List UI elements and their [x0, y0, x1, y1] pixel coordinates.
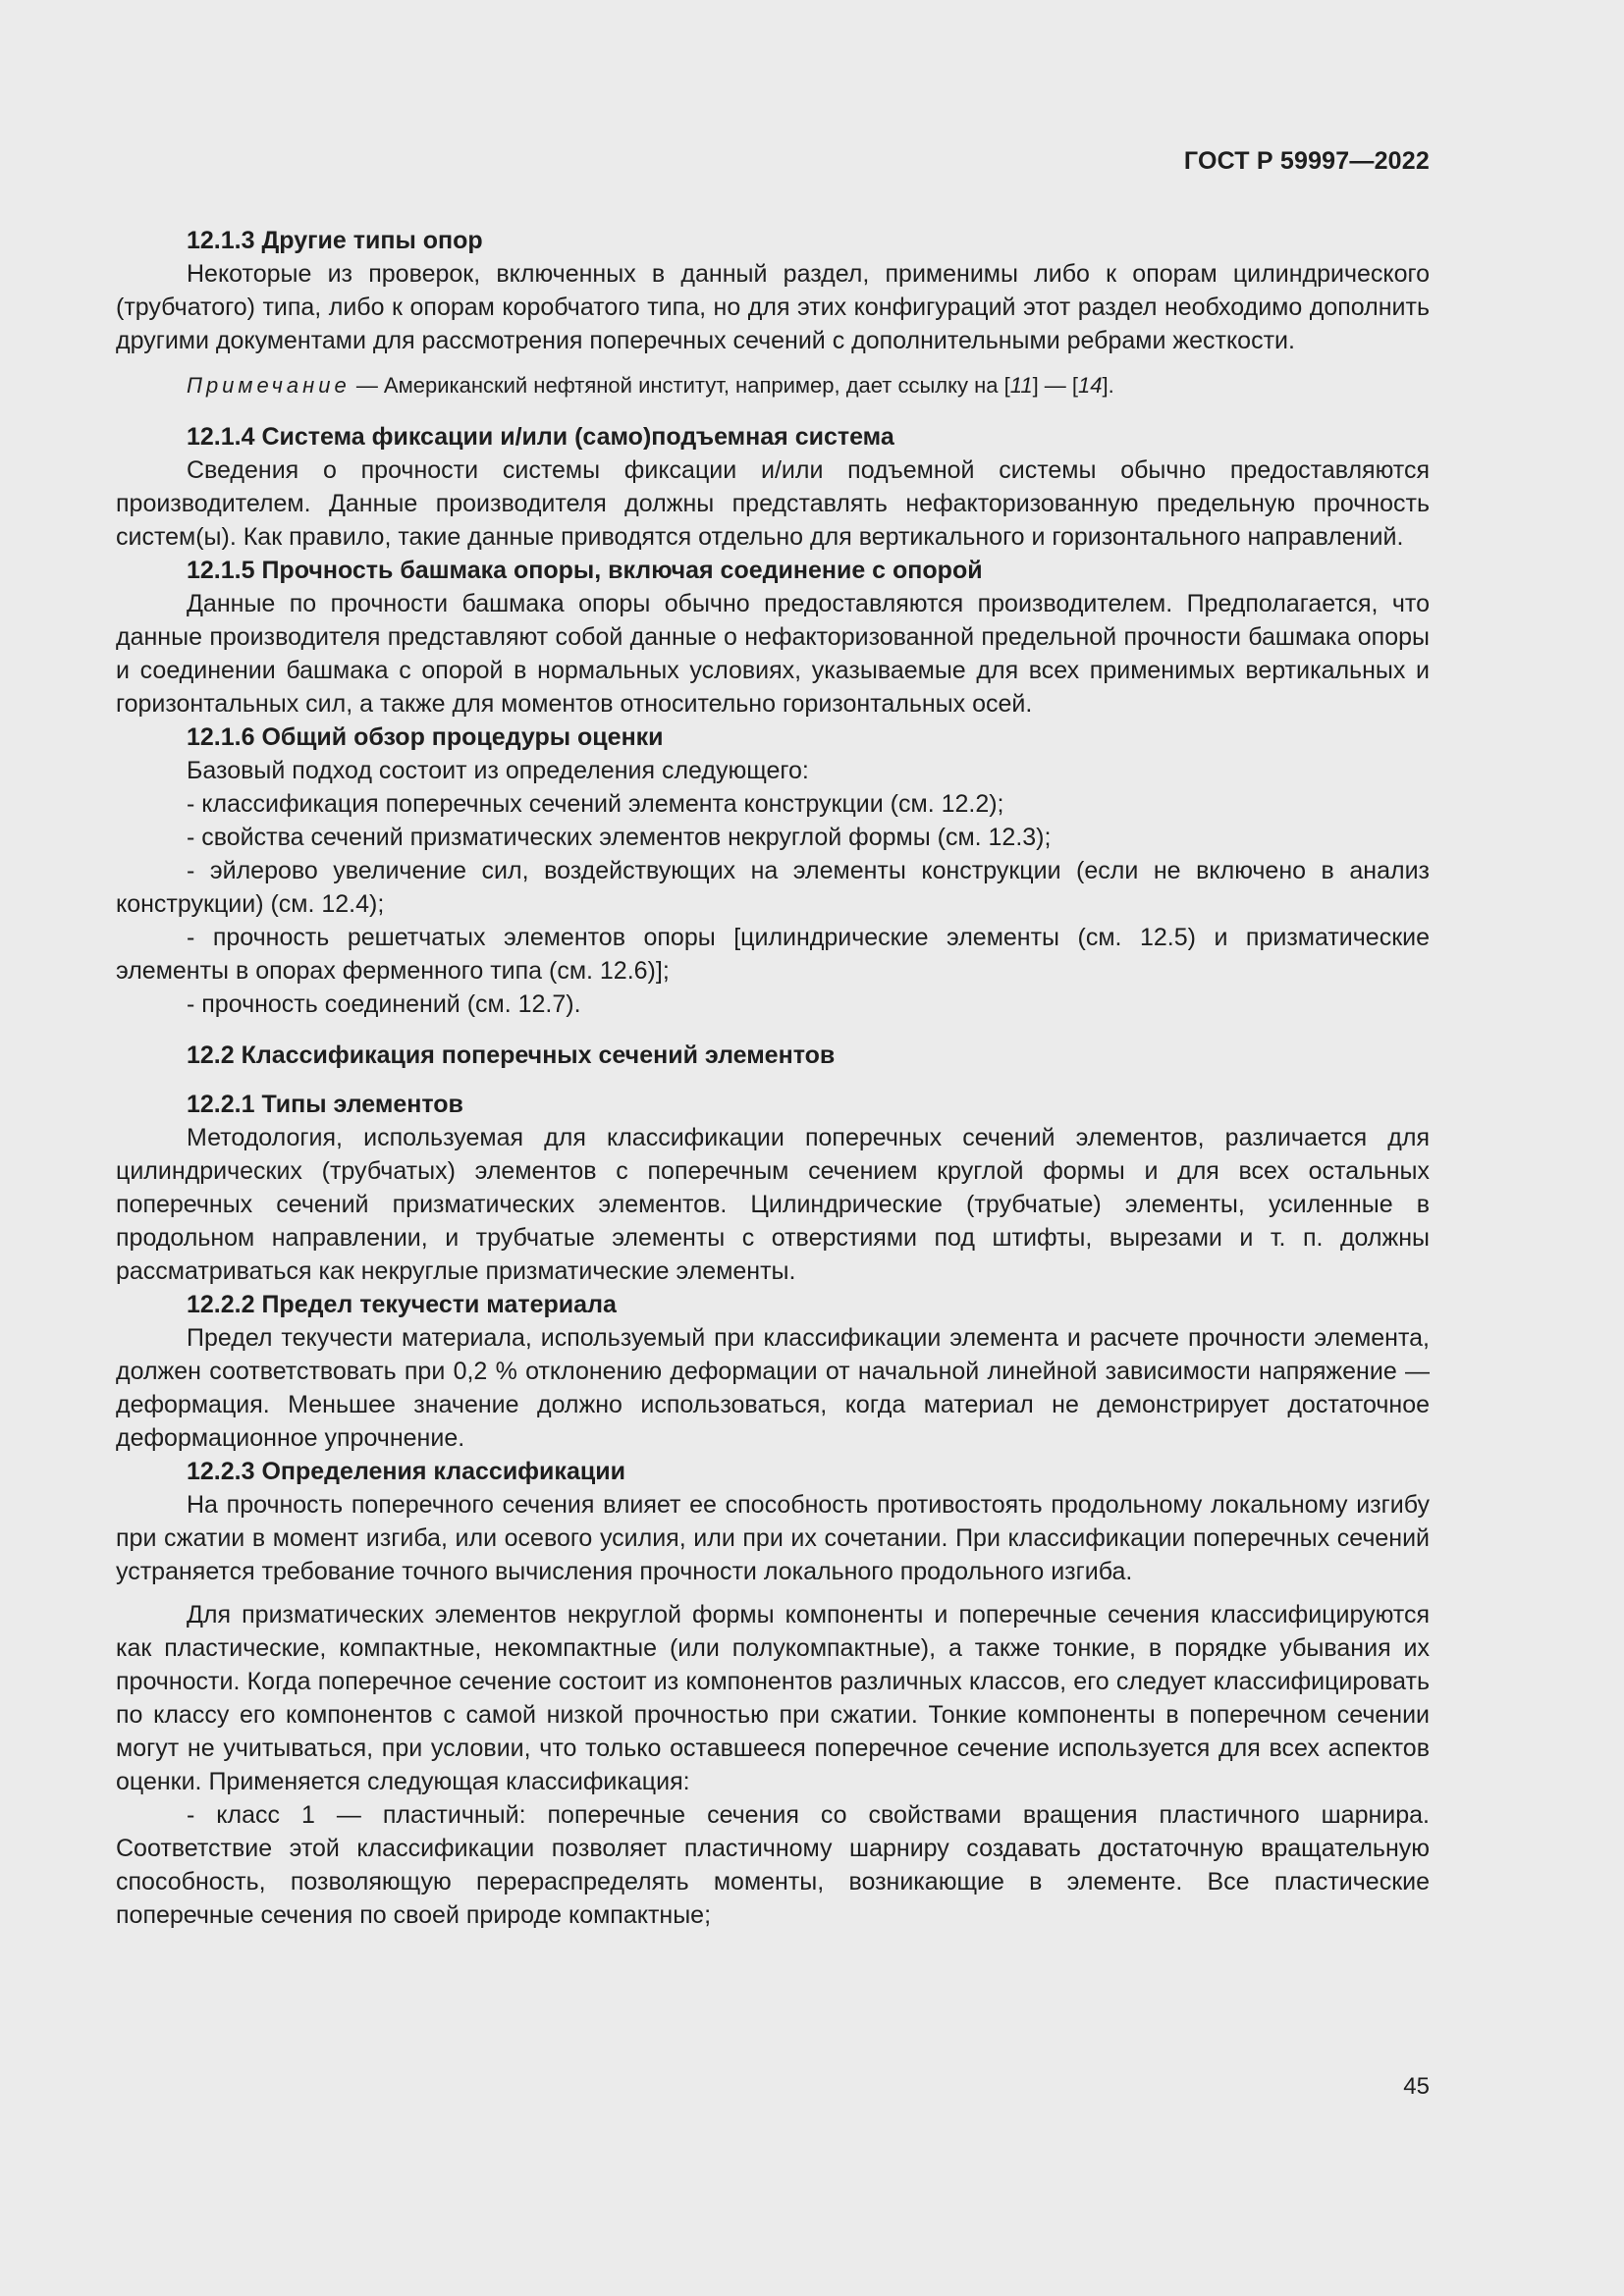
- list-item: - классификация поперечных сечений элемента конструкции (см. 12.2);: [187, 790, 1004, 818]
- section-12-1-4-title: 12.1.4 Система фиксации и/или (само)подъемная система: [187, 423, 894, 451]
- section-12-2-1-title: 12.2.1 Типы элементов: [187, 1091, 463, 1118]
- document-body: [116, 224, 1430, 1932]
- section-12-2-1-paragraph: Методология, используемая для классификации поперечных сечений элементов, различается для цилиндрических (трубчатых) элементов с поперечным сечением круглой формы и для всех остальных поперечных сечений призматических элементов. Цилиндрические (трубчатые) элементы, усиленные в продольном направлении, и трубчатые элементы с отверстиями под штифты, вырезами и т. п. должны рассматриваться как некруглые призматические элементы.: [116, 1124, 1430, 1285]
- section-12-1-3-title: 12.1.3 Другие типы опор: [187, 227, 483, 254]
- note-text-b: ] — [: [1032, 373, 1079, 398]
- list-item: - эйлерово увеличение сил, воздействующих на элементы конструкции (если не включено в анализ конструкции) (см. 12.4);: [116, 857, 1430, 918]
- list-item: - прочность решетчатых элементов опоры [цилиндрические элементы (см. 12.5) и призматические элементы в опорах ферменного типа (см. 12.6)];: [116, 924, 1430, 985]
- note-text-a: — Американский нефтяной институт, например, дает ссылку на [: [350, 373, 1010, 398]
- section-12-2-2-title: 12.2.2 Предел текучести материала: [187, 1291, 617, 1318]
- note-paragraph: [116, 369, 1430, 402]
- section-12-1-6-title: 12.1.6 Общий обзор процедуры оценки: [187, 723, 664, 751]
- section-12-2-3-title: 12.2.3 Определения классификации: [187, 1458, 625, 1485]
- section-12-1-3-paragraph: Некоторые из проверок, включенных в данный раздел, применимы либо к опорам цилиндрического (трубчатого) типа, либо к опорам коробчатого типа, но для этих конфигураций этот раздел необходимо дополнить другими документами для рассмотрения поперечных сечений с дополнительными ребрами жесткости.: [116, 260, 1430, 354]
- note-ref-2: 14: [1078, 373, 1103, 398]
- section-12-1-5-title: 12.1.5 Прочность башмака опоры, включая соединение с опорой: [187, 557, 983, 584]
- section-12-2-title: 12.2 Классификация поперечных сечений элементов: [187, 1041, 836, 1069]
- section-12-1-5-paragraph: Данные по прочности башмака опоры обычно предоставляются производителем. Предполагается, что данные производителя представляют собой данные о нефакторизованной предельной прочности башмака опоры и соединении башмака с опорой в нормальных условиях, указываемые для всех применимых вертикальных и горизонтальных сил, а также для моментов относительно горизонтальных осей.: [116, 590, 1430, 718]
- section-12-2-3-paragraph-2: Для призматических элементов некруглой формы компоненты и поперечные сечения классифицируются как пластические, компактные, некомпактные (или полукомпактные), а также тонкие, в порядке убывания их прочности. Когда поперечное сечение состоит из компонентов различных классов, его следует классифицировать по классу его компонентов с самой низкой прочностью при сжатии. Тонкие компоненты в поперечном сечении могут не учитываться, при условии, что только оставшееся поперечное сечение используется для всех аспектов оценки. Применяется следующая классификация:: [116, 1601, 1430, 1795]
- list-item: - свойства сечений призматических элементов некруглой формы (см. 12.3);: [187, 824, 1052, 851]
- note-text-c: ].: [1102, 373, 1114, 398]
- section-12-1-6-intro: Базовый подход состоит из определения следующего:: [187, 757, 809, 784]
- section-12-2-3-paragraph-1: На прочность поперечного сечения влияет ее способность противостоять продольному локальному изгибу при сжатии в момент изгиба, или осевого усилия, или при их сочетании. При классификации поперечных сечений устраняется требование точного вычисления прочности локального продольного изгиба.: [116, 1491, 1430, 1585]
- list-item: - прочность соединений (см. 12.7).: [187, 990, 581, 1018]
- page-number: 45: [1403, 2073, 1430, 2100]
- note-label: Примечание: [187, 373, 351, 398]
- standard-header: ГОСТ Р 59997—2022: [1183, 147, 1430, 175]
- section-12-2-2-paragraph: Предел текучести материала, используемый при классификации элемента и расчете прочности элемента, должен соответствовать при 0,2 % отклонению деформации от начальной линейной зависимости напряжение — деформация. Меньшее значение должно использоваться, когда материал не демонстрирует достаточное деформационное упрочнение.: [116, 1324, 1430, 1452]
- section-12-2-3-paragraph-3: - класс 1 — пластичный: поперечные сечения со свойствами вращения пластичного шарнира. Соответствие этой классификации позволяет пластичному шарниру создавать достаточную вращательную способность, позволяющую перераспределять моменты, возникающие в элементе. Все пластические поперечные сечения по своей природе компактные;: [116, 1801, 1430, 1929]
- section-12-1-4-paragraph: Сведения о прочности системы фиксации и/или подъемной системы обычно предоставляются производителем. Данные производителя должны представлять нефакторизованную предельную прочность систем(ы). Как правило, такие данные приводятся отдельно для вертикального и горизонтального направлений.: [116, 456, 1430, 551]
- note-ref-1: 11: [1009, 373, 1033, 398]
